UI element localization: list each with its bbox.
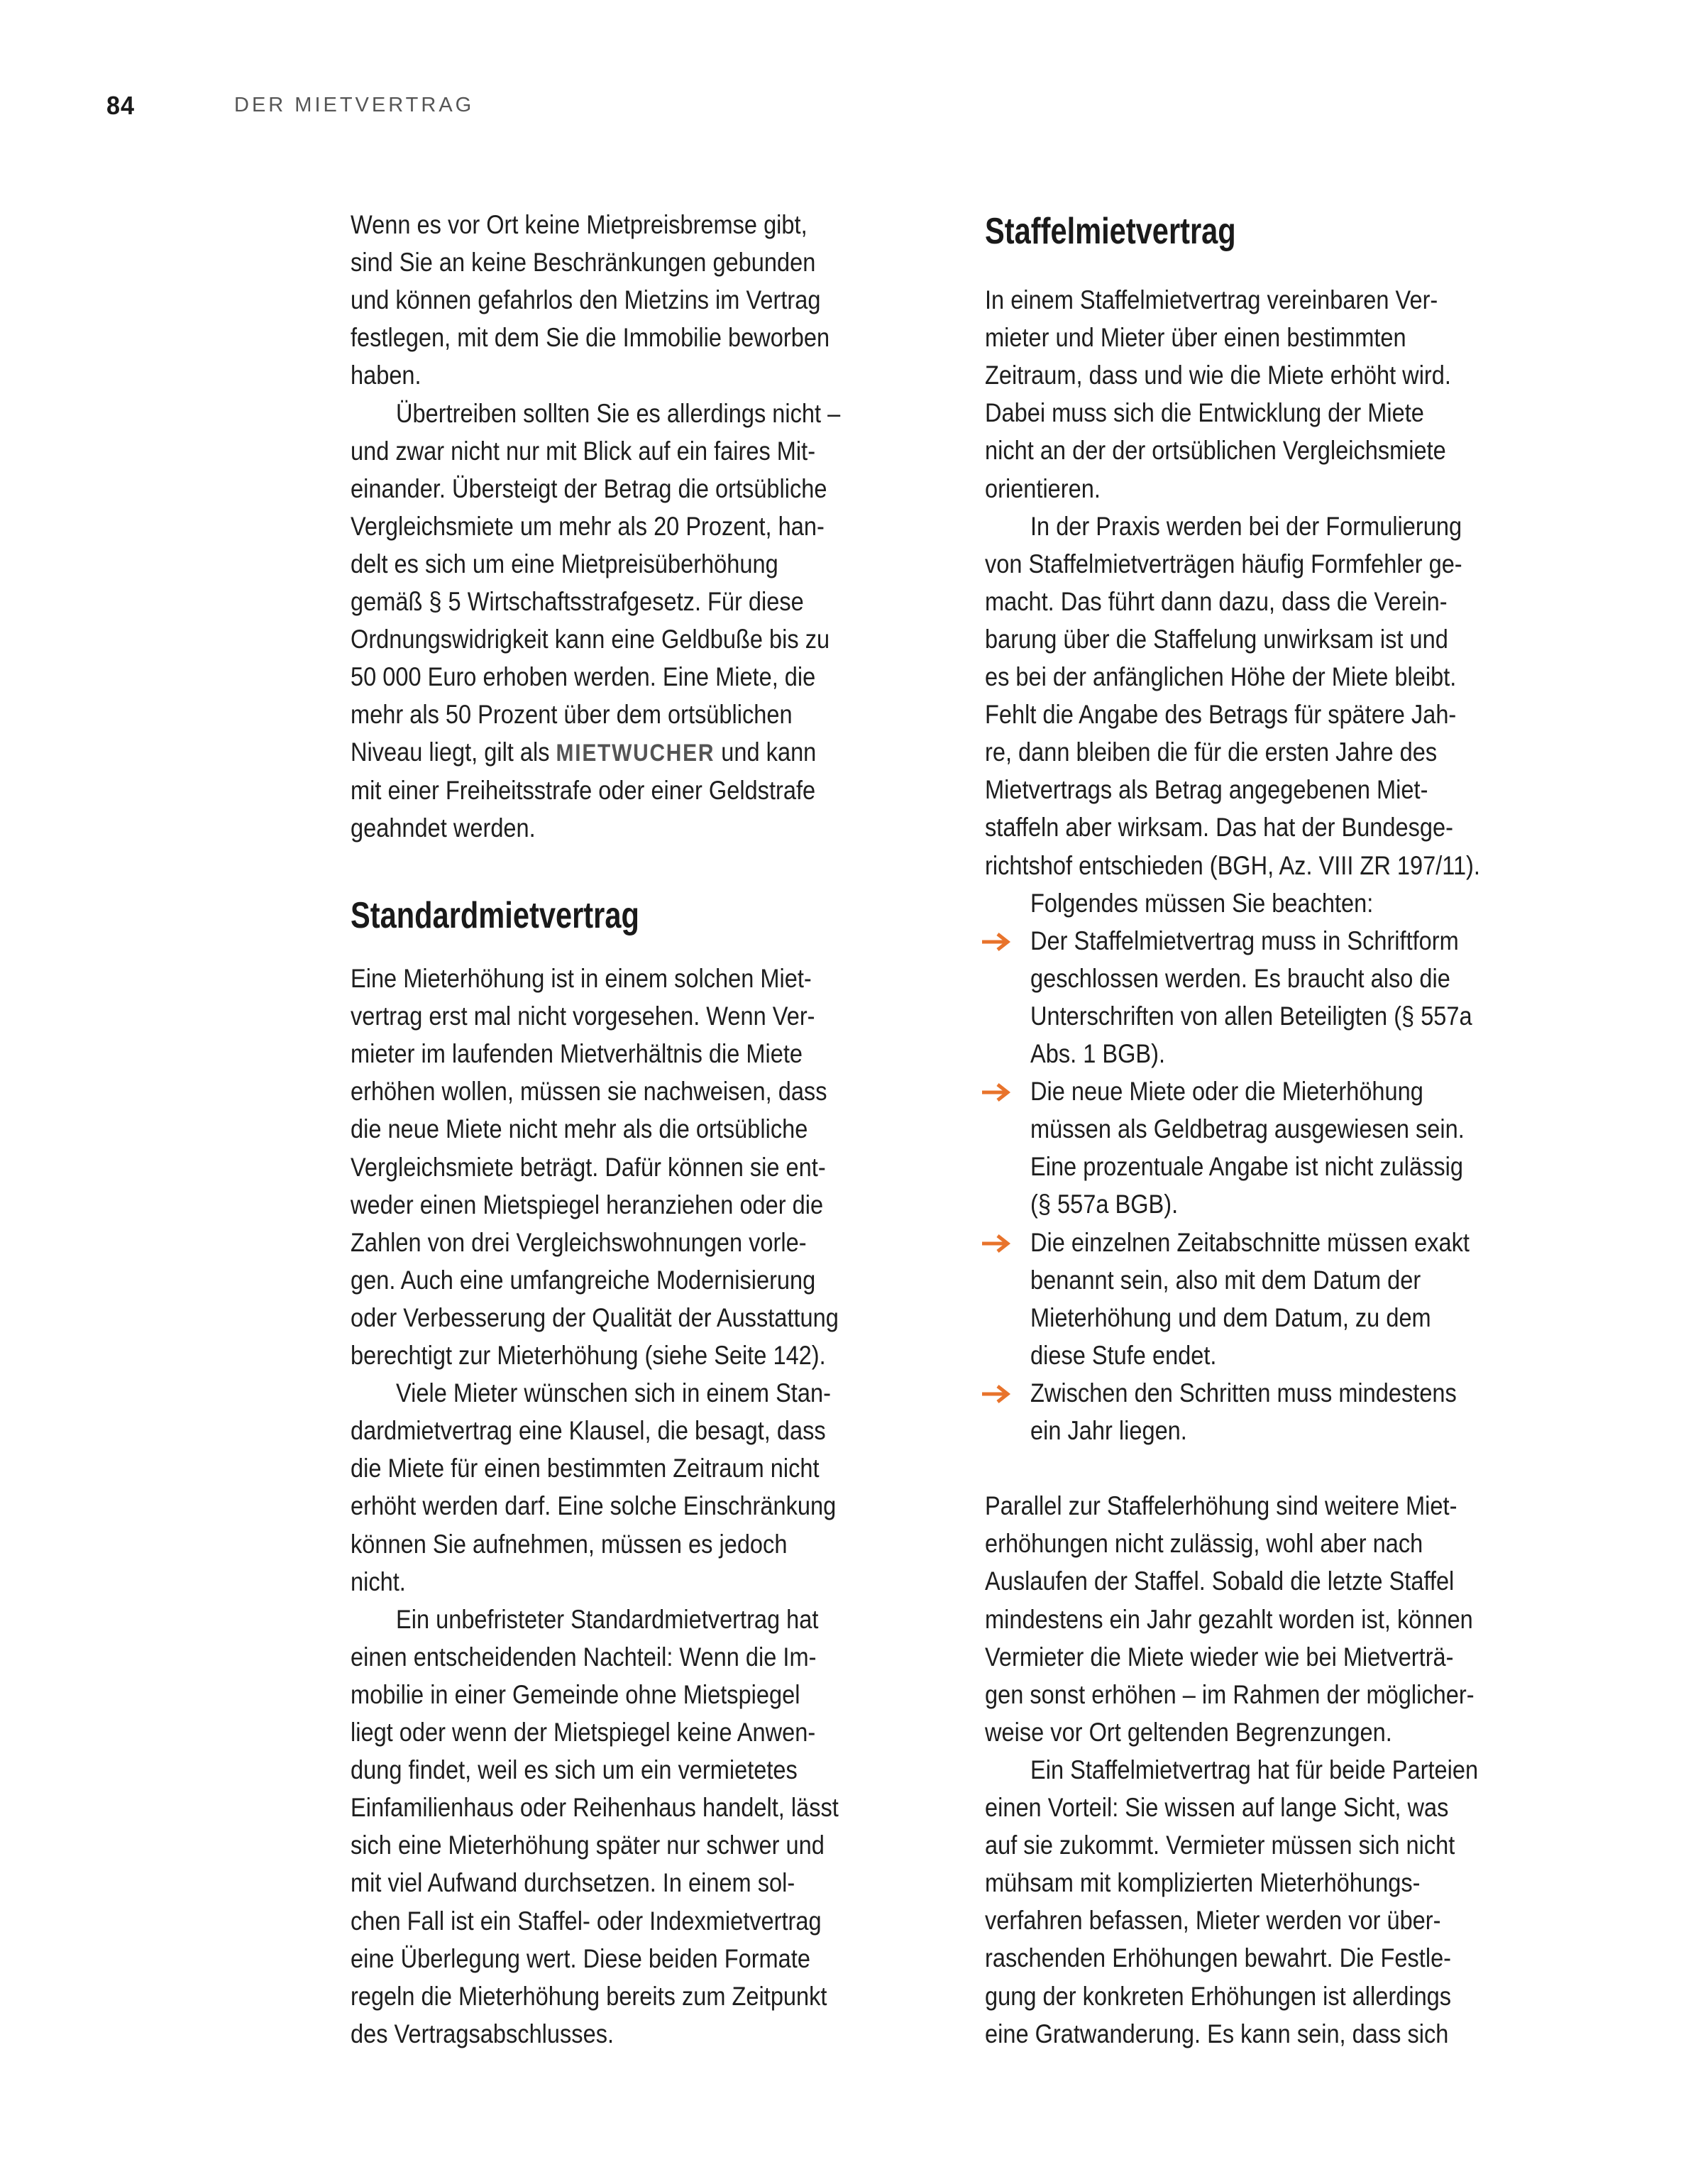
body-text-line: dung findet, weil es sich um ein vermietetes [351, 1755, 798, 1785]
body-text-line: können Sie aufnehmen, müssen es jedoch [351, 1529, 788, 1559]
arrow-right-icon [979, 922, 1019, 960]
body-text-line: verfahren befassen, Mieter werden vor über- [985, 1906, 1441, 1936]
body-text-line: erhöhen wollen, müssen sie nachweisen, dass [351, 1077, 827, 1107]
list-item-text: Abs. 1 BGB). [1030, 1039, 1166, 1068]
body-text-line: und zwar nicht nur mit Blick auf ein faires Mit- [351, 436, 816, 466]
body-text-line: mit viel Aufwand durchsetzen. In einem sol- [351, 1868, 795, 1898]
list-item-text: Zwischen den Schritten muss mindestens [1030, 1378, 1457, 1407]
body-text-line: Auslaufen der Staffel. Sobald die letzte Staffel [985, 1566, 1455, 1596]
body-text-line: macht. Das führt dann dazu, dass die Verein- [985, 586, 1448, 616]
body-text-line: sich eine Mieterhöhung später nur schwer und [351, 1831, 825, 1860]
body-text-line: Ein Staffelmietvertrag hat für beide Parteien [1030, 1755, 1479, 1784]
body-text-line: von Staffelmietverträgen häufig Formfehler ge- [985, 549, 1462, 578]
body-text-line: re, dann bleiben die für die ersten Jahre des [985, 737, 1438, 767]
body-text-line: Mietvertrags als Betrag angegebenen Miet- [985, 775, 1428, 805]
body-text-line: weder einen Mietspiegel heranziehen oder die [351, 1190, 824, 1219]
body-text-line: liegt oder wenn der Mietspiegel keine Anwen- [351, 1718, 816, 1747]
body-text-line: erhöhungen nicht zulässig, wohl aber nach [985, 1529, 1423, 1559]
page-number: 84 [106, 91, 135, 120]
chapter-title: DER MIETVERTRAG [234, 94, 475, 116]
body-text-line: auf sie zukommt. Vermieter müssen sich nicht [985, 1831, 1455, 1860]
list-item-text: geschlossen werden. Es braucht also die [1030, 963, 1450, 993]
body-text-line: chen Fall ist ein Staffel- oder Indexmietvertrag [351, 1906, 822, 1936]
body-text-line: Zahlen von drei Vergleichswohnungen vorle- [351, 1227, 807, 1257]
body-text-line: gen sonst erhöhen – im Rahmen der möglicher- [985, 1679, 1475, 1709]
body-text-line: Vergleichsmiete um mehr als 20 Prozent, han- [351, 511, 825, 541]
body-text-line: oder Verbesserung der Qualität der Ausstattung [351, 1302, 839, 1332]
body-text-line: dardmietvertrag eine Klausel, die besagt, dass [351, 1416, 826, 1446]
body-text-line: erhöht werden darf. Eine solche Einschränkung [351, 1491, 837, 1521]
running-head [0, 91, 1703, 122]
body-text-line: Einfamilienhaus oder Reihenhaus handelt, lässt [351, 1793, 839, 1823]
body-text-line: Viele Mieter wünschen sich in einem Stan- [396, 1378, 831, 1408]
body-text-line: berechtigt zur Mieterhöhung (siehe Seite 142). [351, 1341, 826, 1370]
list-intro: Folgendes müssen Sie beachten: [1030, 888, 1374, 918]
arrow-right-icon [979, 1374, 1019, 1412]
body-text-line: mehr als 50 Prozent über dem ortsüblichen [351, 700, 793, 730]
body-text-line: Übertreiben sollten Sie es allerdings nicht – [396, 398, 841, 428]
body-text-line: In der Praxis werden bei der Formulierung [1030, 511, 1462, 541]
list-item-text: Unterschriften von allen Beteiligten (§ 557a [1030, 1001, 1472, 1031]
body-text-line: gen. Auch eine umfangreiche Modernisierung [351, 1265, 816, 1295]
body-text-line: haben. [351, 361, 421, 390]
body-text-line: Parallel zur Staffelerhöhung sind weitere Miet- [985, 1491, 1457, 1521]
body-text-line: Vermieter die Miete wieder wie bei Mietverträ- [985, 1642, 1454, 1672]
body-text-line: gemäß § 5 Wirtschaftsstrafgesetz. Für diese [351, 587, 804, 616]
list-item-text: benannt sein, also mit dem Datum der [1030, 1265, 1421, 1295]
body-text-line: des Vertragsabschlusses. [351, 2019, 614, 2048]
body-text-line: Zeitraum, dass und wie die Miete erhöht wird. [985, 361, 1451, 390]
body-text-line: vertrag erst mal nicht vorgesehen. Wenn Ver- [351, 1002, 815, 1031]
body-text-line: mieter im laufenden Mietverhältnis die Miete [351, 1039, 803, 1069]
list-item-text: (§ 557a BGB). [1030, 1190, 1179, 1219]
body-text-line: weise vor Ort geltenden Begrenzungen. [985, 1717, 1392, 1747]
body-text-line: und können gefahrlos den Mietzins im Vertrag [351, 285, 821, 315]
body-text-line: Fehlt die Angabe des Betrags für spätere Jah- [985, 700, 1457, 730]
body-text-line: staffeln aber wirksam. Das hat der Bundesge- [985, 813, 1453, 843]
body-text-line: Dabei muss sich die Entwicklung der Miete [985, 398, 1424, 428]
body-text-line: Eine Mieterhöhung ist in einem solchen Miet- [351, 964, 812, 993]
body-text-line: nicht an der der ortsüblichen Vergleichsmiete [985, 436, 1446, 466]
list-item-text: müssen als Geldbetrag ausgewiesen sein. [1030, 1114, 1465, 1144]
body-text-line: es bei der anfänglichen Höhe der Miete bleibt. [985, 662, 1457, 691]
body-text-line: eine Gratwanderung. Es kann sein, dass sich [985, 2019, 1449, 2048]
section-heading-staffelmietvertrag: Staffelmietvertrag [985, 211, 1236, 252]
list-item-text: Die einzelnen Zeitabschnitte müssen exakt [1030, 1227, 1470, 1257]
body-text-line: gung der konkreten Erhöhungen ist allerdings [985, 1981, 1452, 2011]
body-text-line: mit einer Freiheitsstrafe oder einer Geldstrafe [351, 775, 816, 805]
glossary-keyword: MIETWUCHER [556, 740, 715, 767]
list-item-text: Eine prozentuale Angabe ist nicht zulässig [1030, 1152, 1463, 1182]
body-text-line: einen entscheidenden Nachteil: Wenn die Im- [351, 1642, 817, 1672]
list-item-text: diese Stufe endet. [1030, 1340, 1217, 1370]
body-text-line: mühsam mit komplizierten Mieterhöhungs- [985, 1868, 1421, 1898]
arrow-right-icon [979, 1224, 1019, 1261]
body-text-line: delt es sich um eine Mietpreisüberhöhung [351, 549, 778, 578]
body-text-line: richtshof entschieden (BGH, Az. VIII ZR 197/11). [985, 850, 1480, 880]
body-text-line: festlegen, mit dem Sie die Immobilie beworben [351, 323, 830, 353]
body-text-line: mindestens ein Jahr gezahlt worden ist, können [985, 1604, 1473, 1634]
body-text-line: regeln die Mieterhöhung bereits zum Zeitpunkt [351, 1981, 827, 2011]
body-text-line: eine Überlegung wert. Diese beiden Formate [351, 1943, 810, 1973]
body-text-line: Ordnungswidrigkeit kann eine Geldbuße bis zu [351, 625, 830, 654]
list-item-text: ein Jahr liegen. [1030, 1416, 1187, 1445]
section-heading-standardmietvertrag: Standardmietvertrag [351, 895, 639, 936]
body-text-line: mieter und Mieter über einen bestimmten [985, 323, 1406, 353]
list-item-text: Die neue Miete oder die Mieterhöhung [1030, 1077, 1423, 1107]
body-text-line: Wenn es vor Ort keine Mietpreisbremse gibt, [351, 210, 808, 239]
body-text-line: die neue Miete nicht mehr als die ortsübliche [351, 1114, 808, 1144]
body-text-line: nicht. [351, 1566, 406, 1596]
list-item-text: Mieterhöhung und dem Datum, zu dem [1030, 1302, 1431, 1332]
body-text-line: orientieren. [985, 473, 1101, 503]
text-fragment: Niveau liegt, gilt als [351, 737, 556, 767]
body-text-line: die Miete für einen bestimmten Zeitraum nicht [351, 1454, 820, 1483]
body-text-line: sind Sie an keine Beschränkungen gebunden [351, 248, 816, 278]
body-text-line: Ein unbefristeter Standardmietvertrag hat [396, 1604, 819, 1634]
body-text-line: Vergleichsmiete beträgt. Dafür können sie ent- [351, 1152, 826, 1182]
body-text-line: In einem Staffelmietvertrag vereinbaren Ver- [985, 285, 1438, 314]
list-item-text: Der Staffelmietvertrag muss in Schriftform [1030, 926, 1459, 955]
body-text-line: 50 000 Euro erhoben werden. Eine Miete, die [351, 662, 816, 692]
body-text-line: barung über die Staffelung unwirksam ist und [985, 624, 1448, 654]
body-text-line: geahndet werden. [351, 813, 536, 843]
text-fragment: und kann [715, 737, 817, 767]
arrow-right-icon [979, 1072, 1019, 1110]
body-text-line: einander. Übersteigt der Betrag die ortsübliche [351, 473, 827, 503]
body-text-line [351, 733, 816, 771]
body-text-line: mobilie in einer Gemeinde ohne Mietspiegel [351, 1679, 800, 1709]
body-text-line: raschenden Erhöhungen bewahrt. Die Festle- [985, 1943, 1452, 1973]
body-text-line: einen Vorteil: Sie wissen auf lange Sicht, was [985, 1793, 1449, 1822]
